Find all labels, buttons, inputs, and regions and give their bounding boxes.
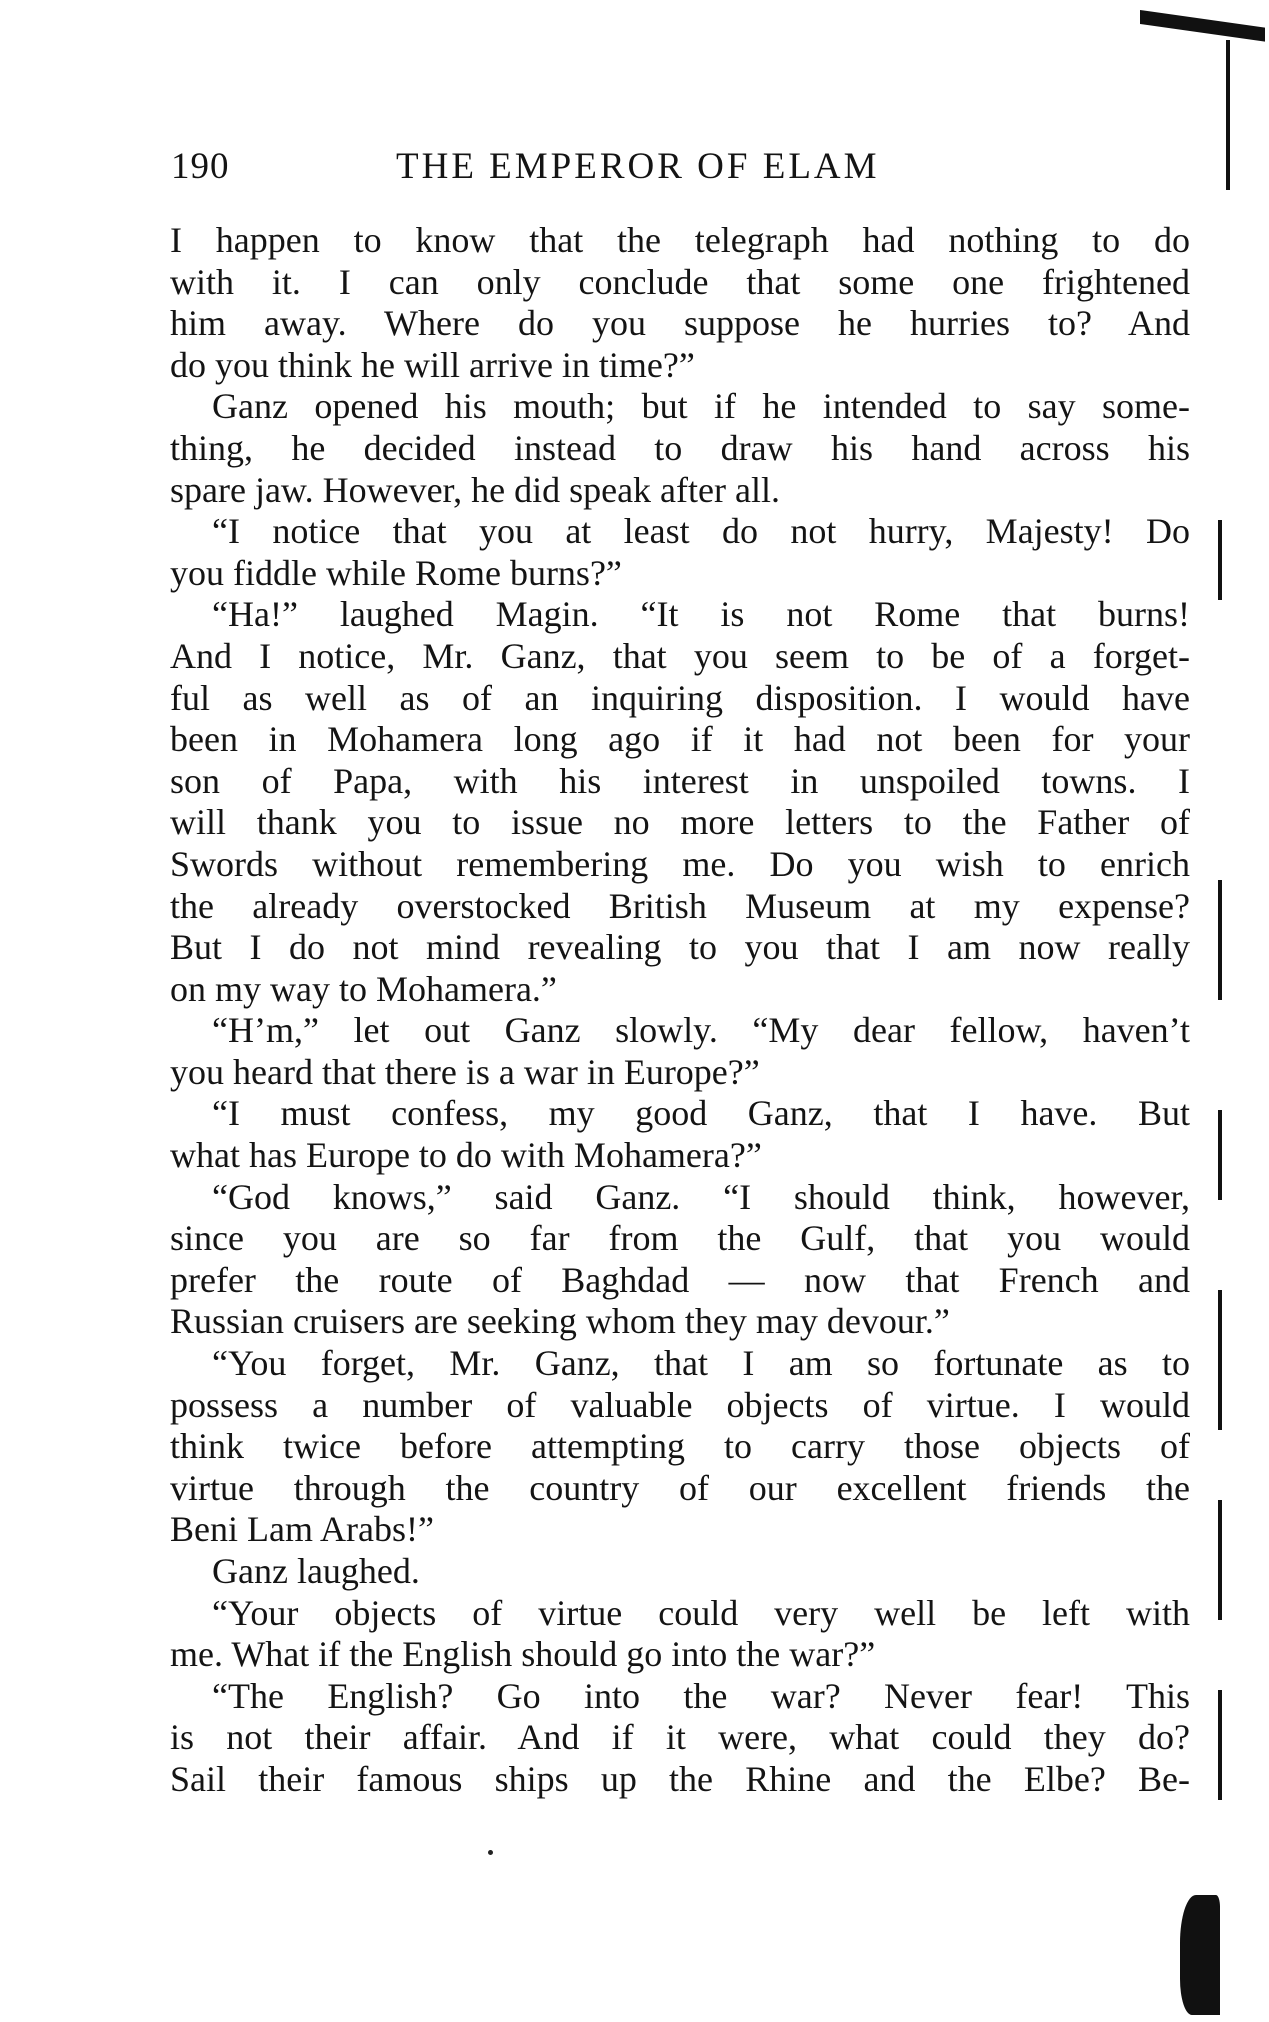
text-line: “I must confess, my good Ganz, that I have. But — [212, 1093, 1190, 1134]
body-text — [170, 220, 1190, 1801]
text-line: But I do not mind revealing to you that I am now really — [170, 927, 1190, 968]
text-line: Swords without remembering me. Do you wish to enrich — [170, 843, 1190, 884]
page-number: 190 — [171, 146, 230, 187]
page-edge-mark — [1218, 880, 1222, 1000]
text-line: “I notice that you at least do not hurry, Majesty! Do — [212, 511, 1190, 552]
scan-speck — [488, 1850, 493, 1855]
text-line: is not their affair. And if it were, what could they do? — [170, 1717, 1190, 1758]
text-line: Ganz laughed. — [212, 1551, 420, 1591]
text-line: thing, he decided instead to draw his hand across his — [170, 427, 1190, 468]
running-head — [171, 145, 1191, 195]
text-line: Sail their famous ships up the Rhine and the Elbe? Be- — [170, 1758, 1190, 1799]
text-line: the already overstocked British Museum at my expense? — [170, 885, 1190, 926]
page-edge-mark — [1218, 1500, 1222, 1620]
text-line: prefer the route of Baghdad — now that French and — [170, 1259, 1190, 1300]
text-line: “H’m,” let out Ganz slowly. “My dear fellow, haven’t — [212, 1010, 1190, 1051]
text-line: Beni Lam Arabs!” — [170, 1509, 434, 1550]
text-line: what has Europe to do with Mohamera?” — [170, 1135, 762, 1176]
page-edge-line — [1226, 40, 1230, 190]
text-line: with it. I can only conclude that some one frightened — [170, 261, 1190, 302]
text-line: you fiddle while Rome burns?” — [170, 552, 622, 593]
text-line: “The English? Go into the war? Never fear! This — [212, 1675, 1190, 1716]
page-edge-mark — [1218, 1690, 1222, 1800]
text-line: possess a number of valuable objects of virtue. I would — [170, 1384, 1190, 1425]
text-line: since you are so far from the Gulf, that you would — [170, 1218, 1190, 1259]
text-line: do you think he will arrive in time?” — [170, 344, 695, 385]
text-line: ful as well as of an inquiring disposition. I would have — [170, 677, 1190, 718]
text-line: Ganz opened his mouth; but if he intended to say some- — [212, 386, 1190, 427]
text-line: And I notice, Mr. Ganz, that you seem to be of a forget- — [170, 635, 1190, 676]
text-line: “Your objects of virtue could very well be left with — [212, 1592, 1190, 1633]
page-edge-mark — [1218, 1290, 1222, 1430]
text-line: think twice before attempting to carry those objects of — [170, 1426, 1190, 1467]
scan-ink-blot — [1180, 1895, 1220, 2015]
page-edge-mark — [1218, 520, 1222, 600]
text-line: “You forget, Mr. Ganz, that I am so fortunate as to — [212, 1343, 1190, 1384]
text-line: “Ha!” laughed Magin. “It is not Rome that burns! — [212, 594, 1190, 635]
text-line: “God knows,” said Ganz. “I should think, however, — [212, 1176, 1190, 1217]
page-edge-mark — [1218, 1110, 1222, 1200]
text-line: you heard that there is a war in Europe?” — [170, 1051, 760, 1092]
text-line: been in Mohamera long ago if it had not been for your — [170, 719, 1190, 760]
text-line: spare jaw. However, he did speak after all. — [170, 469, 780, 510]
text-line: on my way to Mohamera.” — [170, 968, 557, 1009]
text-line: Russian cruisers are seeking whom they may devour.” — [170, 1301, 950, 1342]
running-title: THE EMPEROR OF ELAM — [396, 146, 880, 187]
text-line: I happen to know that the telegraph had nothing to do — [170, 220, 1190, 260]
text-line: him away. Where do you suppose he hurries to? And — [170, 303, 1190, 344]
page-edge-shadow — [1140, 10, 1265, 42]
text-line: me. What if the English should go into the war?” — [170, 1634, 876, 1675]
text-line: virtue through the country of our excellent friends the — [170, 1467, 1190, 1508]
text-line: will thank you to issue no more letters to the Father of — [170, 802, 1190, 843]
text-line: son of Papa, with his interest in unspoiled towns. I — [170, 760, 1190, 801]
